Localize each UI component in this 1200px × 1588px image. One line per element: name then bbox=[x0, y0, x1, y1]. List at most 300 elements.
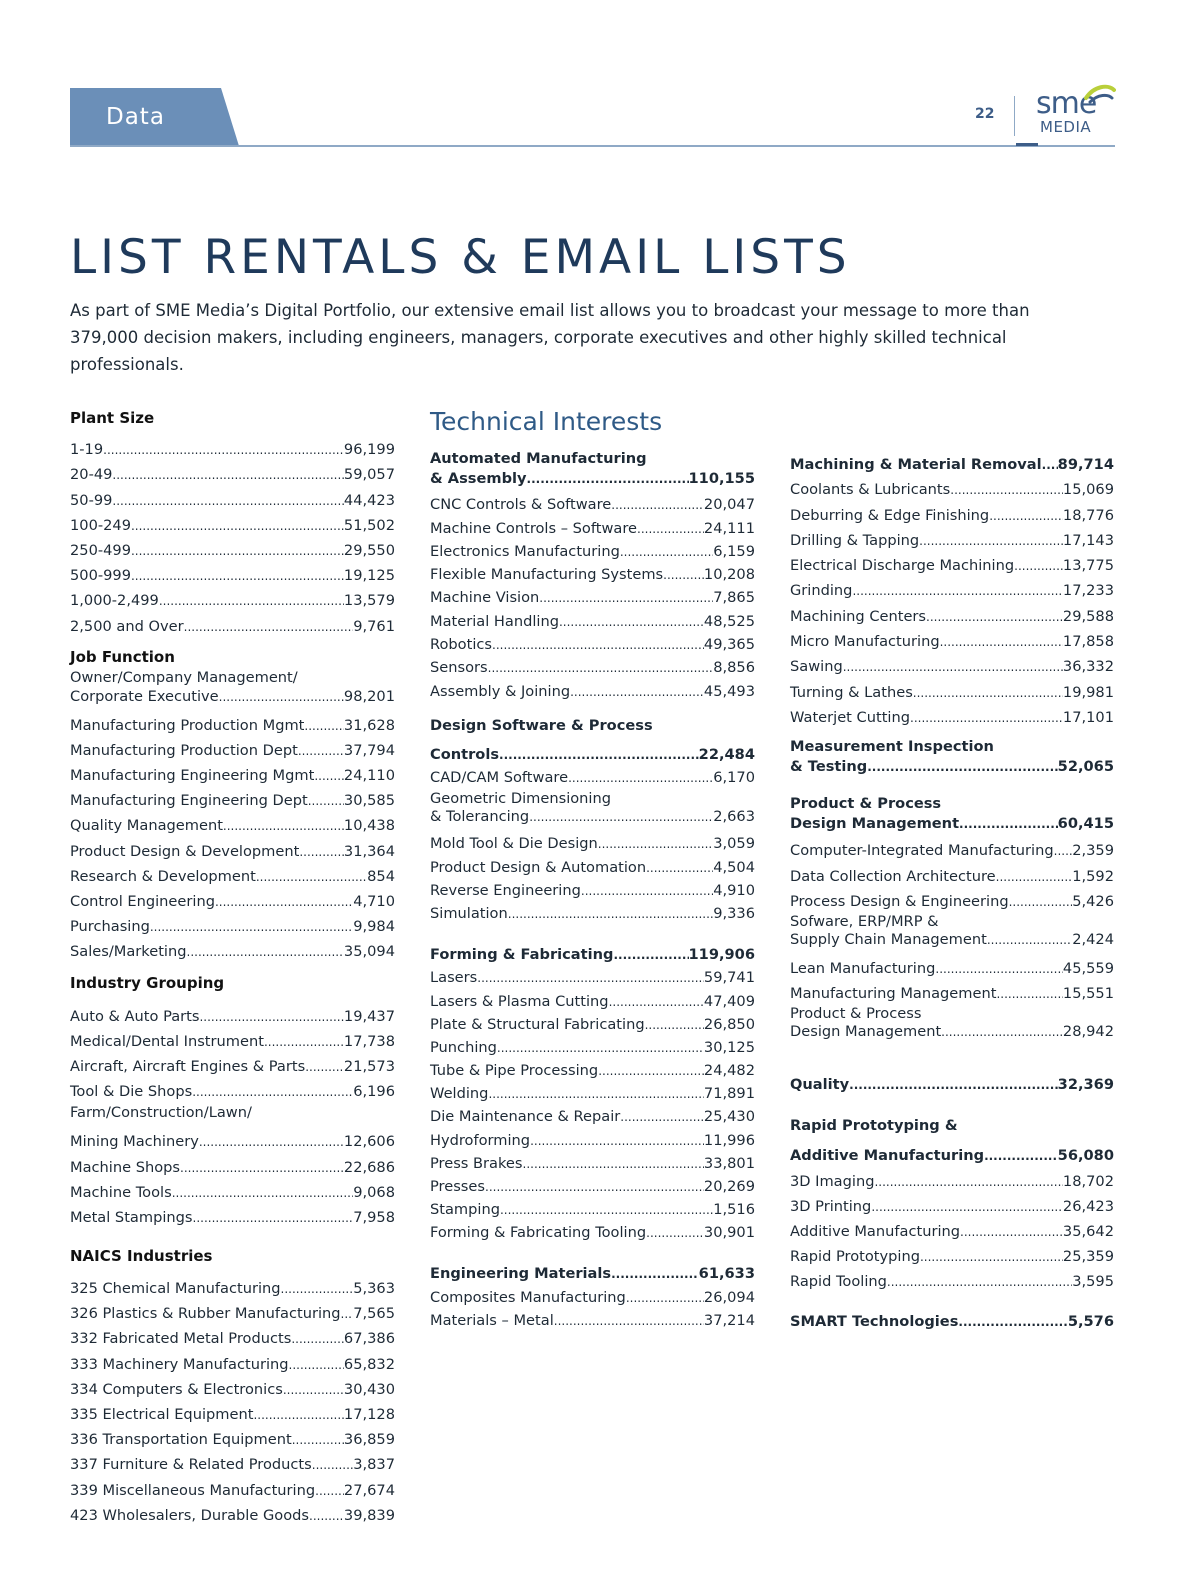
row-label: Electronics Manufacturing bbox=[430, 542, 620, 560]
leader-dots bbox=[996, 868, 1073, 885]
leader-dots bbox=[646, 1224, 704, 1241]
leader-dots bbox=[180, 1159, 344, 1176]
leader-dots bbox=[508, 905, 713, 922]
row-label: Robotics bbox=[430, 636, 493, 654]
row-label: Design Management bbox=[790, 814, 960, 832]
product-process-list-a bbox=[790, 834, 1114, 910]
list-row bbox=[70, 1176, 395, 1201]
row-value: 18,776 bbox=[1062, 506, 1114, 524]
row-value: 61,633 bbox=[698, 1265, 755, 1283]
row-value: 30,585 bbox=[343, 792, 395, 810]
list-row bbox=[70, 784, 395, 809]
leader-dots bbox=[499, 746, 699, 763]
leader-dots bbox=[611, 1265, 699, 1282]
rapid-first-line: Rapid Prototyping & bbox=[790, 1117, 958, 1135]
leader-dots bbox=[289, 1356, 344, 1373]
row-label: Grinding bbox=[790, 582, 853, 600]
list-row bbox=[70, 809, 395, 834]
leader-dots bbox=[500, 1201, 713, 1218]
leader-dots bbox=[219, 688, 344, 705]
list-row bbox=[430, 513, 755, 536]
list-row bbox=[430, 963, 755, 986]
row-label: Manufacturing Production Mgmt bbox=[70, 716, 305, 734]
list-row bbox=[70, 1448, 395, 1473]
row-label: Product Design & Development bbox=[70, 842, 300, 860]
list-row bbox=[430, 852, 755, 875]
row-value: 30,125 bbox=[703, 1038, 755, 1056]
page-number: 22 bbox=[975, 106, 995, 122]
list-row bbox=[790, 650, 1114, 675]
row-value: 31,364 bbox=[343, 842, 395, 860]
row-value: 29,550 bbox=[343, 541, 395, 559]
category-total-row bbox=[790, 450, 1114, 473]
list-row bbox=[430, 829, 755, 852]
leader-dots bbox=[309, 1507, 344, 1524]
erp-first-line: Sofware, ERP/MRP & bbox=[790, 912, 939, 930]
row-value: 17,128 bbox=[343, 1406, 395, 1423]
list-row bbox=[790, 1164, 1114, 1189]
leader-dots bbox=[131, 567, 344, 584]
row-value: 4,504 bbox=[713, 858, 755, 876]
row-label: Stamping bbox=[430, 1201, 500, 1219]
category-total-row bbox=[790, 1140, 1114, 1164]
leader-dots bbox=[159, 592, 344, 609]
row-label: Control Engineering bbox=[70, 893, 215, 910]
leader-dots bbox=[559, 613, 704, 630]
list-row bbox=[430, 763, 755, 786]
row-value: 71,891 bbox=[703, 1085, 755, 1103]
leader-dots bbox=[199, 1008, 343, 1025]
row-value: 29,588 bbox=[1062, 607, 1114, 625]
row-value: 20,047 bbox=[703, 496, 755, 514]
row-value: 26,850 bbox=[703, 1015, 755, 1033]
list-row bbox=[430, 1079, 755, 1102]
leader-dots bbox=[581, 882, 713, 899]
list-row bbox=[430, 560, 755, 583]
row-label: 339 Miscellaneous Manufacturing bbox=[70, 1481, 316, 1499]
row-value: 110,155 bbox=[688, 470, 755, 487]
row-label: Corporate Executive bbox=[70, 687, 219, 705]
leader-dots bbox=[620, 1108, 704, 1125]
row-label: Data Collection Architecture bbox=[790, 867, 996, 885]
list-row bbox=[70, 1373, 395, 1398]
row-value: 15,069 bbox=[1062, 481, 1114, 499]
row-value: 65,832 bbox=[343, 1355, 395, 1373]
row-value: 6,196 bbox=[353, 1083, 395, 1101]
list-row bbox=[70, 1499, 395, 1524]
row-value: 17,233 bbox=[1062, 582, 1114, 600]
list-row bbox=[430, 537, 755, 560]
row-value: 17,143 bbox=[1062, 531, 1114, 549]
leader-dots bbox=[223, 817, 344, 834]
list-row bbox=[430, 1282, 755, 1305]
intro-paragraph: As part of SME Media’s Digital Portfolio, our extensive email list allows you to broadcast your message to more than 379,000 decision makers, including engineers, managers, corporate executives and other highly skilled technical professionals. bbox=[70, 301, 1030, 374]
list-row bbox=[790, 859, 1114, 884]
leader-dots bbox=[215, 893, 353, 910]
row-label: Additive Manufacturing bbox=[790, 1147, 985, 1165]
row-value: 13,579 bbox=[343, 592, 395, 610]
ppdm-first-line: Product & Process bbox=[790, 1005, 922, 1023]
row-value: 56,080 bbox=[1057, 1147, 1114, 1165]
list-row bbox=[70, 759, 395, 784]
row-label: 423 Wholesalers, Durable Goods bbox=[70, 1506, 309, 1524]
logo-underline bbox=[1016, 143, 1038, 146]
row-label: Welding bbox=[430, 1085, 489, 1103]
row-label: Manufacturing Engineering Dept bbox=[70, 792, 308, 810]
row-value: 24,482 bbox=[703, 1062, 755, 1080]
row-value: 26,094 bbox=[703, 1288, 755, 1306]
row-value: 21,573 bbox=[343, 1057, 395, 1075]
row-value: 7,958 bbox=[353, 1208, 395, 1226]
row-value: 6,170 bbox=[713, 768, 755, 786]
leader-dots bbox=[910, 709, 1063, 726]
row-label: Material Handling bbox=[430, 612, 559, 630]
row-value: 49,365 bbox=[703, 636, 755, 654]
row-value: 4,710 bbox=[353, 893, 395, 910]
row-label: Sensors bbox=[430, 659, 488, 677]
plant-size-heading: Plant Size bbox=[70, 409, 155, 427]
row-label: 336 Transportation Equipment bbox=[70, 1431, 292, 1449]
leader-dots bbox=[620, 543, 713, 560]
row-label: Machine Shops bbox=[70, 1158, 181, 1176]
leader-dots bbox=[887, 1273, 1072, 1290]
leader-dots bbox=[874, 1173, 1062, 1190]
row-value: 13,775 bbox=[1062, 557, 1114, 575]
row-label: Deburring & Edge Finishing bbox=[790, 506, 990, 524]
list-row bbox=[70, 609, 395, 634]
list-row bbox=[430, 1056, 755, 1079]
row-value: 26,423 bbox=[1062, 1197, 1114, 1215]
list-row bbox=[430, 876, 755, 899]
leader-dots bbox=[172, 1184, 354, 1201]
list-row bbox=[70, 1322, 395, 1347]
leader-dots bbox=[312, 1456, 353, 1473]
row-value: 96,199 bbox=[343, 441, 395, 459]
list-row bbox=[430, 807, 755, 825]
row-label: Hydroforming bbox=[430, 1131, 531, 1149]
row-value: 22,686 bbox=[343, 1158, 395, 1176]
row-label: 325 Chemical Manufacturing bbox=[70, 1280, 281, 1298]
row-value: 89,714 bbox=[1057, 456, 1114, 473]
category-total-row bbox=[790, 1307, 1114, 1330]
logo-media-text: MEDIA bbox=[1040, 118, 1092, 136]
row-label: Machine Controls – Software bbox=[430, 519, 637, 537]
measurement-first-line: Measurement Inspection bbox=[790, 737, 994, 755]
leader-dots bbox=[131, 517, 344, 534]
leader-dots bbox=[598, 1062, 704, 1079]
row-value: 59,741 bbox=[703, 969, 755, 987]
row-label: Manufacturing Management bbox=[790, 985, 997, 1003]
job-function-heading: Job Function bbox=[70, 647, 175, 666]
leader-dots bbox=[996, 985, 1062, 1002]
row-value: 9,068 bbox=[353, 1183, 395, 1201]
list-row bbox=[430, 1033, 755, 1056]
leader-dots bbox=[867, 758, 1057, 775]
job-function-list bbox=[70, 709, 395, 961]
leader-dots bbox=[637, 520, 704, 537]
section-tab-label: Data bbox=[106, 104, 165, 130]
plant-size-list bbox=[70, 433, 395, 635]
category-total-row bbox=[430, 467, 755, 487]
list-row bbox=[790, 498, 1114, 523]
row-value: 2,424 bbox=[1072, 930, 1114, 948]
row-label: Manufacturing Engineering Mgmt bbox=[70, 767, 315, 785]
tab-slant bbox=[217, 88, 239, 146]
list-row bbox=[790, 1240, 1114, 1265]
list-row bbox=[70, 885, 395, 910]
row-value: 19,981 bbox=[1062, 683, 1114, 701]
list-row bbox=[790, 625, 1114, 650]
row-value: 35,094 bbox=[343, 943, 395, 961]
row-value: 52,065 bbox=[1057, 757, 1114, 775]
row-value: 25,430 bbox=[703, 1108, 755, 1126]
row-value: 67,386 bbox=[343, 1330, 395, 1348]
page-header bbox=[70, 88, 1115, 148]
list-row bbox=[430, 899, 755, 922]
row-label: 335 Electrical Equipment bbox=[70, 1406, 254, 1423]
leader-dots bbox=[1054, 842, 1073, 859]
row-value: 30,901 bbox=[703, 1224, 755, 1242]
row-label: Product Design & Automation bbox=[430, 858, 647, 876]
list-row bbox=[430, 1102, 755, 1125]
list-row bbox=[790, 885, 1114, 910]
row-label: Electrical Discharge Machining bbox=[790, 557, 1015, 575]
row-label: Rapid Prototyping bbox=[790, 1248, 920, 1266]
row-label: & Assembly bbox=[430, 470, 527, 487]
list-row bbox=[430, 986, 755, 1009]
leader-dots bbox=[184, 618, 354, 635]
section-tab bbox=[70, 88, 218, 146]
leader-dots bbox=[958, 1313, 1067, 1330]
row-label: Machine Vision bbox=[430, 589, 540, 607]
row-label: 100-249 bbox=[70, 516, 131, 534]
leader-dots bbox=[941, 1023, 1063, 1040]
category-total-row bbox=[790, 812, 1114, 832]
row-label: Engineering Materials bbox=[430, 1265, 612, 1283]
leader-dots bbox=[529, 808, 713, 825]
row-value: 37,214 bbox=[703, 1312, 755, 1329]
product-process-first-line: Product & Process bbox=[790, 794, 942, 812]
row-label: 1-19 bbox=[70, 441, 104, 459]
list-row bbox=[430, 1125, 755, 1148]
row-label: Reverse Engineering bbox=[430, 881, 581, 899]
logo-sme-text: sme bbox=[1036, 86, 1097, 121]
row-label: Research & Development bbox=[70, 867, 256, 885]
naics-list bbox=[70, 1272, 395, 1524]
list-row bbox=[70, 1150, 395, 1175]
row-value: 32,369 bbox=[1057, 1076, 1114, 1094]
row-label: Rapid Tooling bbox=[790, 1273, 887, 1291]
leader-dots bbox=[987, 931, 1072, 948]
list-row bbox=[430, 653, 755, 676]
leader-dots bbox=[989, 507, 1063, 524]
leader-dots bbox=[256, 868, 367, 885]
list-row bbox=[790, 930, 1114, 948]
row-value: 17,101 bbox=[1062, 708, 1114, 726]
leader-dots bbox=[488, 659, 714, 676]
row-label: Flexible Manufacturing Systems bbox=[430, 566, 664, 584]
list-row bbox=[70, 433, 395, 458]
list-row bbox=[70, 734, 395, 759]
leader-dots bbox=[843, 658, 1063, 675]
list-row bbox=[70, 584, 395, 609]
row-label: Metal Stampings bbox=[70, 1208, 193, 1226]
leader-dots bbox=[960, 1223, 1063, 1240]
industry-grouping-heading: Industry Grouping bbox=[70, 974, 225, 993]
row-value: 7,865 bbox=[713, 589, 755, 607]
row-label: 3D Imaging bbox=[790, 1172, 875, 1190]
list-row bbox=[70, 534, 395, 559]
leader-dots bbox=[527, 470, 689, 487]
leader-dots bbox=[283, 1381, 344, 1398]
list-row bbox=[790, 1265, 1114, 1290]
row-label: Drilling & Tapping bbox=[790, 531, 920, 549]
row-value: 25,359 bbox=[1062, 1248, 1114, 1266]
row-label: Machining Centers bbox=[790, 607, 927, 625]
row-label: 3D Printing bbox=[790, 1197, 872, 1215]
leader-dots bbox=[871, 1198, 1063, 1215]
naics-heading: NAICS Industries bbox=[70, 1246, 213, 1265]
list-row bbox=[70, 1025, 395, 1050]
row-value: 2,663 bbox=[713, 807, 755, 825]
row-value: 19,437 bbox=[343, 1007, 395, 1025]
machining-list bbox=[790, 473, 1114, 726]
list-row bbox=[430, 1172, 755, 1195]
list-row bbox=[790, 574, 1114, 599]
leader-dots bbox=[304, 717, 344, 734]
row-value: 15,551 bbox=[1062, 985, 1114, 1003]
row-value: 51,502 bbox=[343, 516, 395, 534]
farm-line: Farm/Construction/Lawn/ bbox=[70, 1104, 252, 1122]
leader-dots bbox=[112, 466, 344, 483]
leader-dots bbox=[192, 1083, 353, 1100]
row-label: Lasers & Plasma Cutting bbox=[430, 992, 609, 1010]
leader-dots bbox=[570, 683, 704, 700]
row-label: Assembly & Joining bbox=[430, 682, 571, 700]
row-label: Waterjet Cutting bbox=[790, 708, 910, 726]
leader-dots bbox=[1009, 893, 1073, 910]
leader-dots bbox=[485, 1178, 704, 1195]
row-label: Forming & Fabricating Tooling bbox=[430, 1224, 647, 1242]
row-label: Press Brakes bbox=[430, 1154, 523, 1172]
row-label: Machine Tools bbox=[70, 1183, 172, 1201]
list-row bbox=[790, 524, 1114, 549]
row-value: 11,996 bbox=[703, 1131, 755, 1149]
automated-list bbox=[430, 490, 755, 700]
design-list-a bbox=[430, 763, 755, 786]
list-row bbox=[70, 1050, 395, 1075]
leader-dots bbox=[940, 633, 1063, 650]
leader-dots bbox=[112, 492, 344, 509]
row-value: 37,794 bbox=[343, 741, 395, 759]
list-row bbox=[70, 483, 395, 508]
leader-dots bbox=[609, 993, 704, 1010]
row-label: Auto & Auto Parts bbox=[70, 1007, 200, 1025]
row-value: 9,761 bbox=[353, 617, 395, 635]
list-row bbox=[70, 1398, 395, 1423]
leader-dots bbox=[477, 969, 704, 986]
leader-dots bbox=[959, 815, 1058, 832]
leader-dots bbox=[305, 1058, 344, 1075]
leader-dots bbox=[150, 918, 353, 935]
leader-dots bbox=[852, 582, 1062, 599]
row-value: 4,910 bbox=[713, 881, 755, 899]
row-label: Machining & Material Removal bbox=[790, 456, 1042, 473]
list-row bbox=[70, 1272, 395, 1297]
leader-dots bbox=[298, 742, 344, 759]
row-label: 332 Fabricated Metal Products bbox=[70, 1330, 292, 1348]
list-row bbox=[70, 834, 395, 859]
list-row bbox=[790, 675, 1114, 700]
automated-first-line: Automated Manufacturing bbox=[430, 450, 647, 467]
row-label: Composites Manufacturing bbox=[430, 1288, 626, 1306]
row-label: 337 Furniture & Related Products bbox=[70, 1456, 312, 1474]
row-value: 5,576 bbox=[1067, 1313, 1114, 1331]
row-label: Presses bbox=[430, 1178, 485, 1196]
row-label: Die Maintenance & Repair bbox=[430, 1108, 621, 1126]
row-label: Coolants & Lubricants bbox=[790, 481, 951, 499]
leader-dots bbox=[341, 1305, 354, 1322]
list-row bbox=[430, 1149, 755, 1172]
row-label: 250-499 bbox=[70, 541, 131, 559]
row-value: 45,493 bbox=[703, 682, 755, 700]
row-label: CNC Controls & Software bbox=[430, 496, 612, 514]
row-value: 36,859 bbox=[343, 1431, 395, 1449]
row-value: 44,423 bbox=[343, 491, 395, 509]
page-title: LIST RENTALS & EMAIL LISTS bbox=[70, 230, 851, 285]
leader-dots bbox=[131, 542, 344, 559]
row-label: Design Management bbox=[790, 1023, 942, 1041]
list-row bbox=[70, 999, 395, 1024]
list-row bbox=[790, 1215, 1114, 1240]
leader-dots bbox=[568, 769, 713, 786]
leader-dots bbox=[539, 589, 713, 606]
leader-dots bbox=[646, 859, 713, 876]
leader-dots bbox=[626, 1289, 704, 1306]
row-label: Process Design & Engineering bbox=[790, 892, 1009, 910]
category-total-row bbox=[790, 1070, 1114, 1093]
leader-dots bbox=[292, 1431, 344, 1448]
row-value: 3,059 bbox=[713, 835, 755, 853]
list-row bbox=[790, 549, 1114, 574]
leader-dots bbox=[199, 1133, 344, 1150]
list-row bbox=[790, 1190, 1114, 1215]
row-label: Aircraft, Aircraft Engines & Parts bbox=[70, 1057, 306, 1075]
row-value: 10,438 bbox=[343, 817, 395, 835]
row-label: Manufacturing Production Dept bbox=[70, 741, 298, 759]
row-value: 20,269 bbox=[703, 1178, 755, 1196]
list-row bbox=[430, 583, 755, 606]
list-row bbox=[790, 977, 1114, 1002]
row-label: Micro Manufacturing bbox=[790, 633, 940, 651]
row-value: 1,592 bbox=[1072, 867, 1114, 885]
row-label: & Testing bbox=[790, 757, 868, 775]
leader-dots bbox=[926, 608, 1063, 625]
row-label: Additive Manufacturing bbox=[790, 1223, 961, 1241]
leader-dots bbox=[315, 1482, 344, 1499]
row-value: 3,595 bbox=[1072, 1273, 1114, 1291]
list-row bbox=[70, 935, 395, 960]
list-row bbox=[430, 1010, 755, 1033]
row-value: 7,565 bbox=[353, 1305, 395, 1323]
row-label: 20-49 bbox=[70, 466, 113, 484]
leader-dots bbox=[663, 566, 704, 583]
row-value: 17,858 bbox=[1062, 633, 1114, 651]
leader-dots bbox=[613, 946, 688, 963]
leader-dots bbox=[950, 481, 1063, 498]
row-value: 19,125 bbox=[343, 567, 395, 585]
row-value: 22,484 bbox=[698, 745, 755, 763]
